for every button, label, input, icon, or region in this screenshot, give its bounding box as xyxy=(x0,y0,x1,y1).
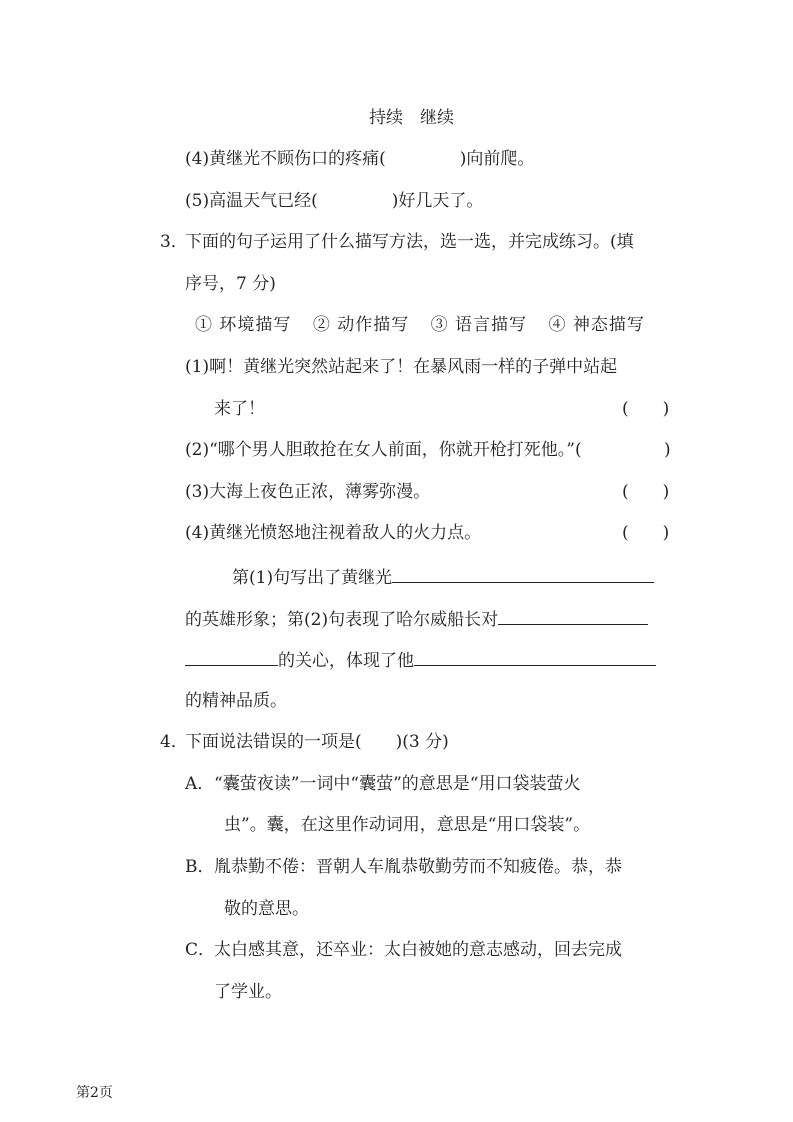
fill-text-1: 第(1)句写出了黄继光 xyxy=(232,568,393,588)
answer-box-1[interactable]: ( ) xyxy=(622,399,670,419)
q3-number: 3． xyxy=(160,232,188,252)
fill-blank-1[interactable] xyxy=(392,564,654,583)
fill-blank-3[interactable] xyxy=(185,647,278,666)
word-choices: 持续 继续 xyxy=(369,108,454,128)
fill-text-2: 的英雄形象；第(2)句表现了哈尔威船长对 xyxy=(185,610,499,630)
q4-stem: 下面说法错误的一项是( )(3 分) xyxy=(185,732,449,752)
q2-item-5 xyxy=(185,189,483,213)
q3-sentence-1-line1: (1)啊！黄继光突然站起来了！在暴风雨一样的子弹中站起 xyxy=(185,357,618,377)
q4-option-b-line2: 敬的意思。 xyxy=(224,899,309,919)
q3-sentence-2: (2)“哪个男人胆敢抢在女人前面，你就开枪打死他。”( xyxy=(185,440,582,460)
fill-blank-2[interactable] xyxy=(498,606,648,625)
fill-line-1 xyxy=(232,564,654,590)
q4-option-b-label: B． xyxy=(185,857,215,877)
q2-item-4-after: )向前爬。 xyxy=(459,149,535,169)
q4-number: 4． xyxy=(160,732,188,752)
page-number: 第2页 xyxy=(76,1085,113,1101)
q3-options xyxy=(195,313,661,337)
q4-option-c-line1: 太白感其意，还卒业：太白被她的意志感动，回去完成 xyxy=(214,940,622,960)
answer-box-4[interactable]: ( ) xyxy=(622,523,670,543)
q3-sentence-1-line2: 来了！ xyxy=(214,399,265,419)
answer-box-3[interactable]: ( ) xyxy=(622,482,670,502)
fill-text-3: 的关心，体现了他 xyxy=(278,651,414,671)
q3-stem-line2: 序号，7 分) xyxy=(185,274,276,294)
q4-option-b-line1: 胤恭勤不倦：晋朝人车胤恭敬勤劳而不知疲倦。恭，恭 xyxy=(214,857,622,877)
fill-blank-4[interactable] xyxy=(414,647,656,666)
q2-item-4-before: (4)黄继光不顾伤口的疼痛( xyxy=(185,149,386,169)
option-2: ② 动作描写 xyxy=(312,315,410,335)
q4-option-c-line2: 了学业。 xyxy=(214,982,282,1002)
q4-option-a-line1: “囊萤夜读”一词中“囊萤”的意思是“用口袋装萤火 xyxy=(214,774,581,794)
fill-line-4: 的精神品质。 xyxy=(185,691,287,711)
q3-sentence-4: (4)黄继光愤怒地注视着敌人的火力点。 xyxy=(185,523,482,543)
q2-item-4 xyxy=(185,147,534,171)
option-3: ③ 语言描写 xyxy=(430,315,528,335)
answer-box-2[interactable]: ) xyxy=(664,440,671,460)
fill-line-2 xyxy=(185,606,648,632)
q4-option-a-line2: 虫”。囊，在这里作动词用，意思是“用口袋装”。 xyxy=(224,815,591,835)
q3-stem-line1: 下面的句子运用了什么描写方法，选一选，并完成练习。(填 xyxy=(185,232,634,252)
fill-line-3 xyxy=(185,647,656,673)
q4-option-c-label: C． xyxy=(185,940,216,960)
option-4: ④ 神态描写 xyxy=(548,315,645,335)
q3-sentence-3: (3)大海上夜色正浓，薄雾弥漫。 xyxy=(185,482,431,502)
option-1: ① 环境描写 xyxy=(195,315,292,335)
q4-option-a-label: A． xyxy=(185,774,215,794)
q2-item-5-after: )好几天了。 xyxy=(391,191,484,211)
q2-item-5-before: (5)高温天气已经( xyxy=(185,191,318,211)
